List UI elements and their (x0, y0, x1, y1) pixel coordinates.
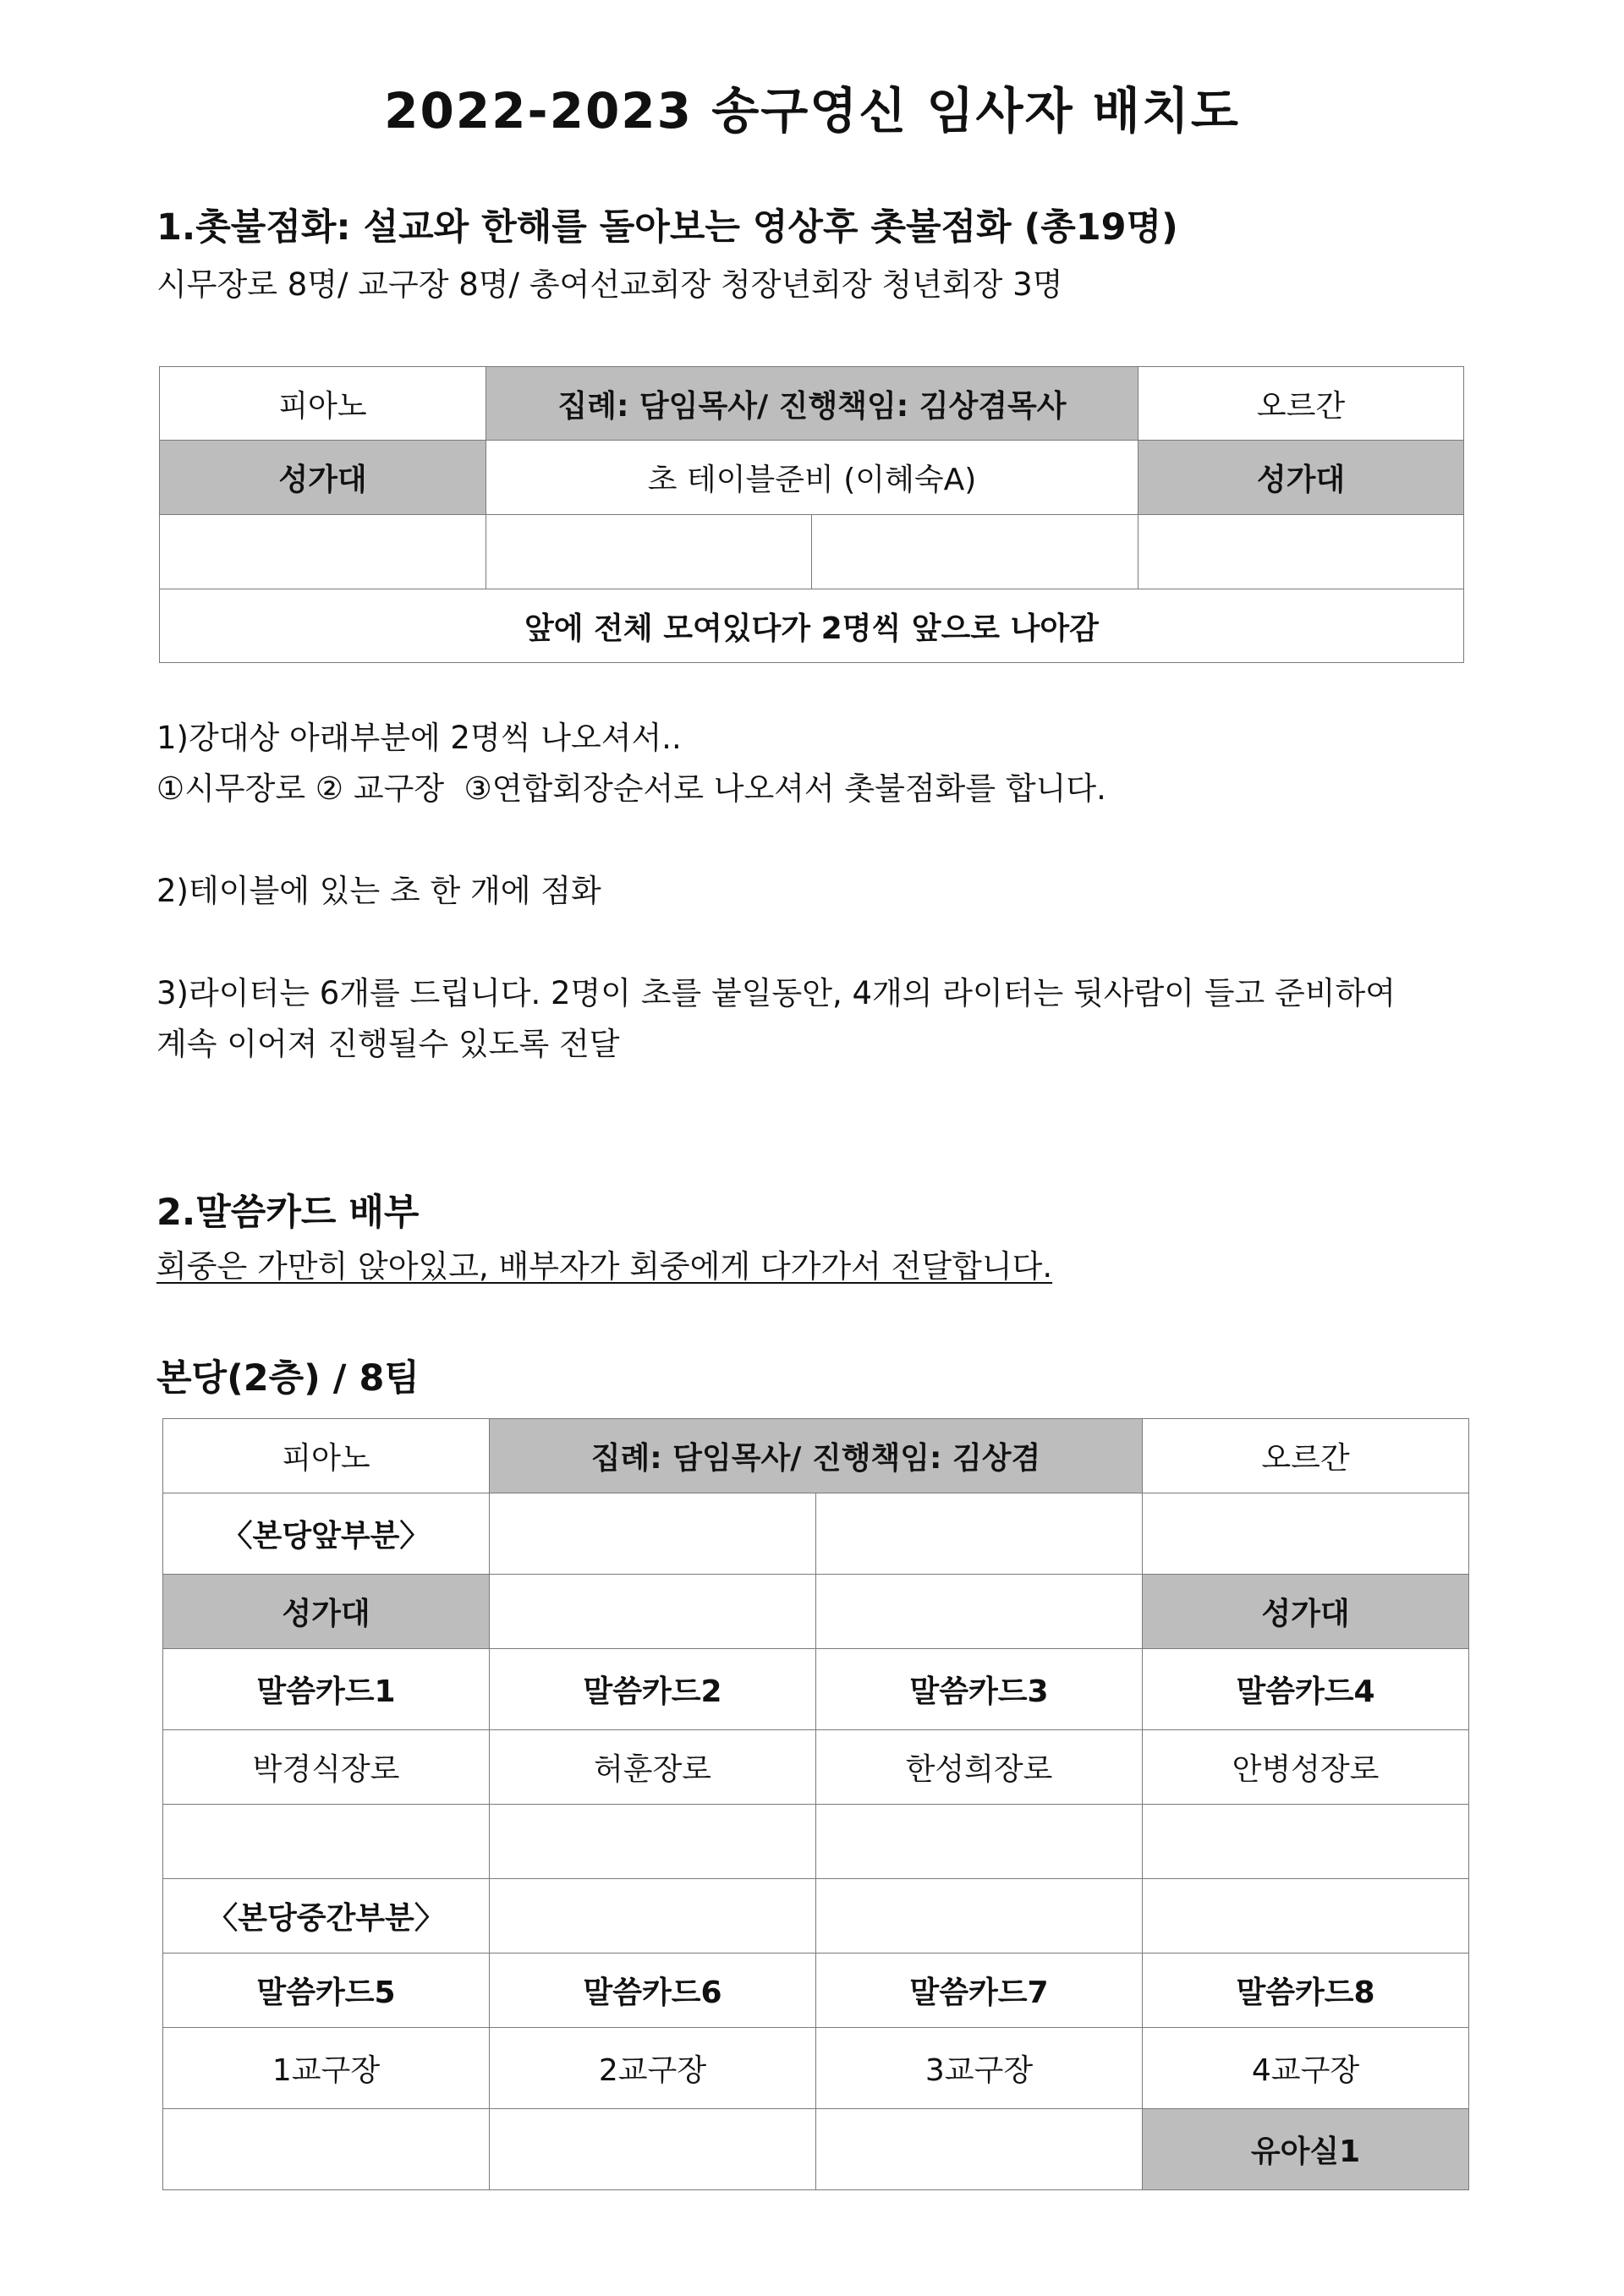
distributor-name-cell: 한성희장로 (816, 1730, 1143, 1805)
choir-right-cell: 성가대 (1138, 441, 1464, 515)
front-section-label: 〈본당앞부분〉 (163, 1493, 490, 1575)
middle-section-label: 〈본당중간부분〉 (163, 1879, 490, 1954)
distributor-name-cell: 안병성장로 (1143, 1730, 1469, 1805)
candle-layout-table (159, 366, 1464, 663)
note-3-continued: 계속 이어져 진행될수 있도록 전달 (156, 1026, 620, 1062)
piano-cell: 피아노 (160, 367, 486, 441)
candle-table-cell: 초 테이블준비 (이혜숙A) (486, 441, 1138, 515)
empty-cell (1143, 1805, 1469, 1879)
card-label-cell: 말씀카드4 (1143, 1649, 1469, 1730)
choir-left-cell: 성가대 (160, 441, 486, 515)
gather-note-cell: 앞에 전체 모여있다가 2명씩 앞으로 나아감 (160, 589, 1464, 663)
empty-cell (163, 1805, 490, 1879)
section1-heading: 1.촛불점화: 설교와 한해를 돌아보는 영상후 촛불점화 (총19명) (156, 206, 1178, 249)
leader-cell: 집례: 담임목사/ 진행책임: 김상겸 (490, 1419, 1143, 1493)
distributor-name-cell: 허훈장로 (490, 1730, 816, 1805)
note-2: 2)테이블에 있는 초 한 개에 점화 (156, 873, 601, 909)
note-order: ①시무장로 ② 교구장 ③연합회장순서로 나오셔서 촛불점화를 합니다. (156, 770, 1106, 807)
empty-cell (1143, 1493, 1469, 1575)
empty-cell (1138, 515, 1464, 589)
organ-cell: 오르간 (1138, 367, 1464, 441)
card-distribution-table (162, 1418, 1469, 2190)
empty-cell (490, 1879, 816, 1954)
choir-right-cell: 성가대 (1143, 1575, 1469, 1649)
card-label-cell: 말씀카드6 (490, 1954, 816, 2028)
section2-heading: 2.말씀카드 배부 (156, 1192, 420, 1234)
distributor-name-cell: 4교구장 (1143, 2028, 1469, 2109)
page-title: 2022-2023 송구영신 임사자 배치도 (384, 82, 1240, 140)
organ-cell: 오르간 (1143, 1419, 1469, 1493)
distributor-name-cell: 2교구장 (490, 2028, 816, 2109)
empty-cell (816, 2109, 1143, 2190)
card-label-cell: 말씀카드5 (163, 1954, 490, 2028)
choir-left-cell: 성가대 (163, 1575, 490, 1649)
section2-subheading: 본당(2층) / 8팀 (156, 1357, 420, 1400)
empty-cell (490, 1493, 816, 1575)
empty-cell (812, 515, 1138, 589)
distributor-name-cell: 박경식장로 (163, 1730, 490, 1805)
empty-cell (163, 2109, 490, 2190)
distributor-name-cell: 1교구장 (163, 2028, 490, 2109)
empty-cell (816, 1879, 1143, 1954)
note-1: 1)강대상 아래부분에 2명씩 나오셔서.. (156, 720, 682, 756)
empty-cell (490, 2109, 816, 2190)
card-label-cell: 말씀카드7 (816, 1954, 1143, 2028)
empty-cell (486, 515, 812, 589)
empty-cell (160, 515, 486, 589)
card-label-cell: 말씀카드2 (490, 1649, 816, 1730)
card-label-cell: 말씀카드1 (163, 1649, 490, 1730)
empty-cell (816, 1805, 1143, 1879)
empty-cell (490, 1805, 816, 1879)
nursery-cell: 유아실1 (1143, 2109, 1469, 2190)
leader-cell: 집례: 담임목사/ 진행책임: 김상겸목사 (486, 367, 1138, 441)
empty-cell (816, 1493, 1143, 1575)
card-label-cell: 말씀카드3 (816, 1649, 1143, 1730)
distributor-name-cell: 3교구장 (816, 2028, 1143, 2109)
note-3: 3)라이터는 6개를 드립니다. 2명이 초를 붙일동안, 4개의 라이터는 뒷사람이 들고 준비하여 (156, 975, 1396, 1011)
card-label-cell: 말씀카드8 (1143, 1954, 1469, 2028)
empty-cell (816, 1575, 1143, 1649)
empty-cell (1143, 1879, 1469, 1954)
empty-cell (490, 1575, 816, 1649)
piano-cell: 피아노 (163, 1419, 490, 1493)
section1-subline: 시무장로 8명/ 교구장 8명/ 총여선교회장 청장년회장 청년회장 3명 (156, 266, 1063, 303)
section2-instruction: 회중은 가만히 앉아있고, 배부자가 회중에게 다가가서 전달합니다. (156, 1248, 1053, 1285)
